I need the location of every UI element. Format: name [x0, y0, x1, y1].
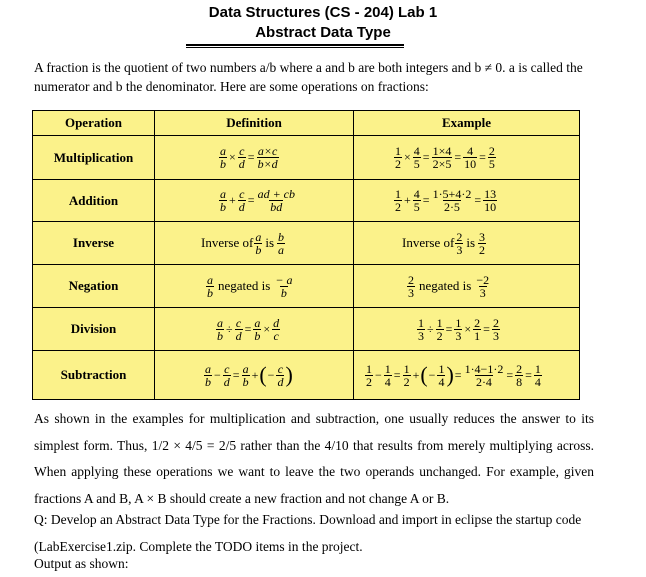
- table-divider: [154, 111, 155, 399]
- operation-division: Division: [70, 321, 117, 336]
- operation-subtraction: Subtraction: [60, 367, 127, 382]
- definition-negation: $\frac{a}{b}$ negated is $\frac{- a}{b}$: [207, 272, 293, 300]
- document-subtitle: Abstract Data Type: [255, 24, 391, 41]
- document-title: Data Structures (CS - 204) Lab 1: [208, 4, 438, 21]
- definition-inverse: Inverse of $\frac{a}{b}$ is $\frac{b}{a}$: [201, 229, 285, 257]
- question-paragraph: Q: Develop an Abstract Data Type for the Fractions. Download and import in eclipse the startup code (LabExercise1.zip. Complete the TODO items in the project.: [34, 512, 582, 554]
- operation-negation: Negation: [68, 278, 119, 293]
- output-label: Output as shown:: [34, 556, 129, 571]
- example-inverse: Inverse of $\frac{2}{3}$ is $\frac{3}{2}$: [402, 229, 486, 257]
- example-multiplication: $\frac{1}{2}$ × $\frac{4}{5}$ = $\frac{1\times 4}{2\times 5}$ = $\frac{4}{10}$ = $\frac{2}{5}$: [395, 144, 495, 171]
- operation-addition: Addition: [68, 192, 119, 208]
- header-example: Example: [441, 115, 492, 130]
- definition-subtraction: $\frac{a}{b}$ − $\frac{c}{d}$ = $\frac{a}{b}$ + ( − $\frac{c}{d}$ ): [205, 361, 293, 389]
- definition-division: $\frac{a}{b}$ ÷ $\frac{c}{d}$ = $\frac{a}{b}$ × $\frac{d}{c}$: [217, 315, 280, 343]
- title-rule-thin: [186, 47, 404, 48]
- inverse-ex-mid: is: [466, 235, 476, 250]
- header-operation: Operation: [64, 115, 123, 130]
- table-divider: [353, 111, 354, 399]
- inverse-ex-prefix: Inverse of: [402, 235, 455, 250]
- inverse-def-prefix: Inverse of: [201, 235, 254, 250]
- inverse-def-mid: is: [265, 235, 275, 250]
- negation-def-mid: negated is: [218, 278, 271, 293]
- negation-ex-mid: negated is: [419, 278, 472, 293]
- operation-multiplication: Multiplication: [53, 149, 134, 165]
- explanation-paragraph: As shown in the examples for multiplication and subtraction, one usually reduces the answer to its simplest form. Thus, 1/2 × 4/5 = 2/5 rather than the 4/10 that results from merely multiplying across. When applying these operations we want to leave the two operands unchanged. For example, given fractions A and B, A × B should create a new fraction and not change A or B.: [34, 411, 594, 506]
- definition-addition: $\frac{a}{b}$ + $\frac{c}{d}$ = $\frac{ad + cb}{bd}$: [220, 187, 295, 214]
- intro-paragraph: A fraction is the quotient of two numbers a/b where a and b are both integers and b ≠ 0. a is called the numerator and b the denominator. Here are some operations on fractions:: [34, 60, 583, 94]
- example-addition: $\frac{1}{2}$ + $\frac{4}{5}$ = $\frac{1\cdot 5+4\cdot 2}{2\cdot 5}$ = $\frac{13}{10}$: [395, 187, 497, 214]
- fraction-operations-table: [32, 110, 580, 400]
- header-definition: Definition: [226, 115, 282, 130]
- operation-inverse: Inverse: [72, 235, 115, 250]
- example-subtraction: $\frac{1}{2}$ − $\frac{1}{4}$ = $\frac{1}{2}$ + ( − $\frac{1}{4}$ ) = $\frac{1\cdot 4-1\cdot 2}{2\cdot 4}$ = $\frac{2}{8}$ = $\frac{1}{4}$: [366, 361, 541, 389]
- definition-multiplication: $\frac{a}{b}$ × $\frac{c}{d}$ = $\frac{a\times c}{b\times d}$: [220, 144, 278, 171]
- title-rule-thick: [186, 44, 404, 46]
- example-division: $\frac{1}{3}$ ÷ $\frac{1}{2}$ = $\frac{1}{3}$ × $\frac{2}{1}$ = $\frac{2}{3}$: [418, 315, 499, 343]
- example-negation: $\frac{2}{3}$ negated is $\frac{-2}{3}$: [408, 272, 490, 300]
